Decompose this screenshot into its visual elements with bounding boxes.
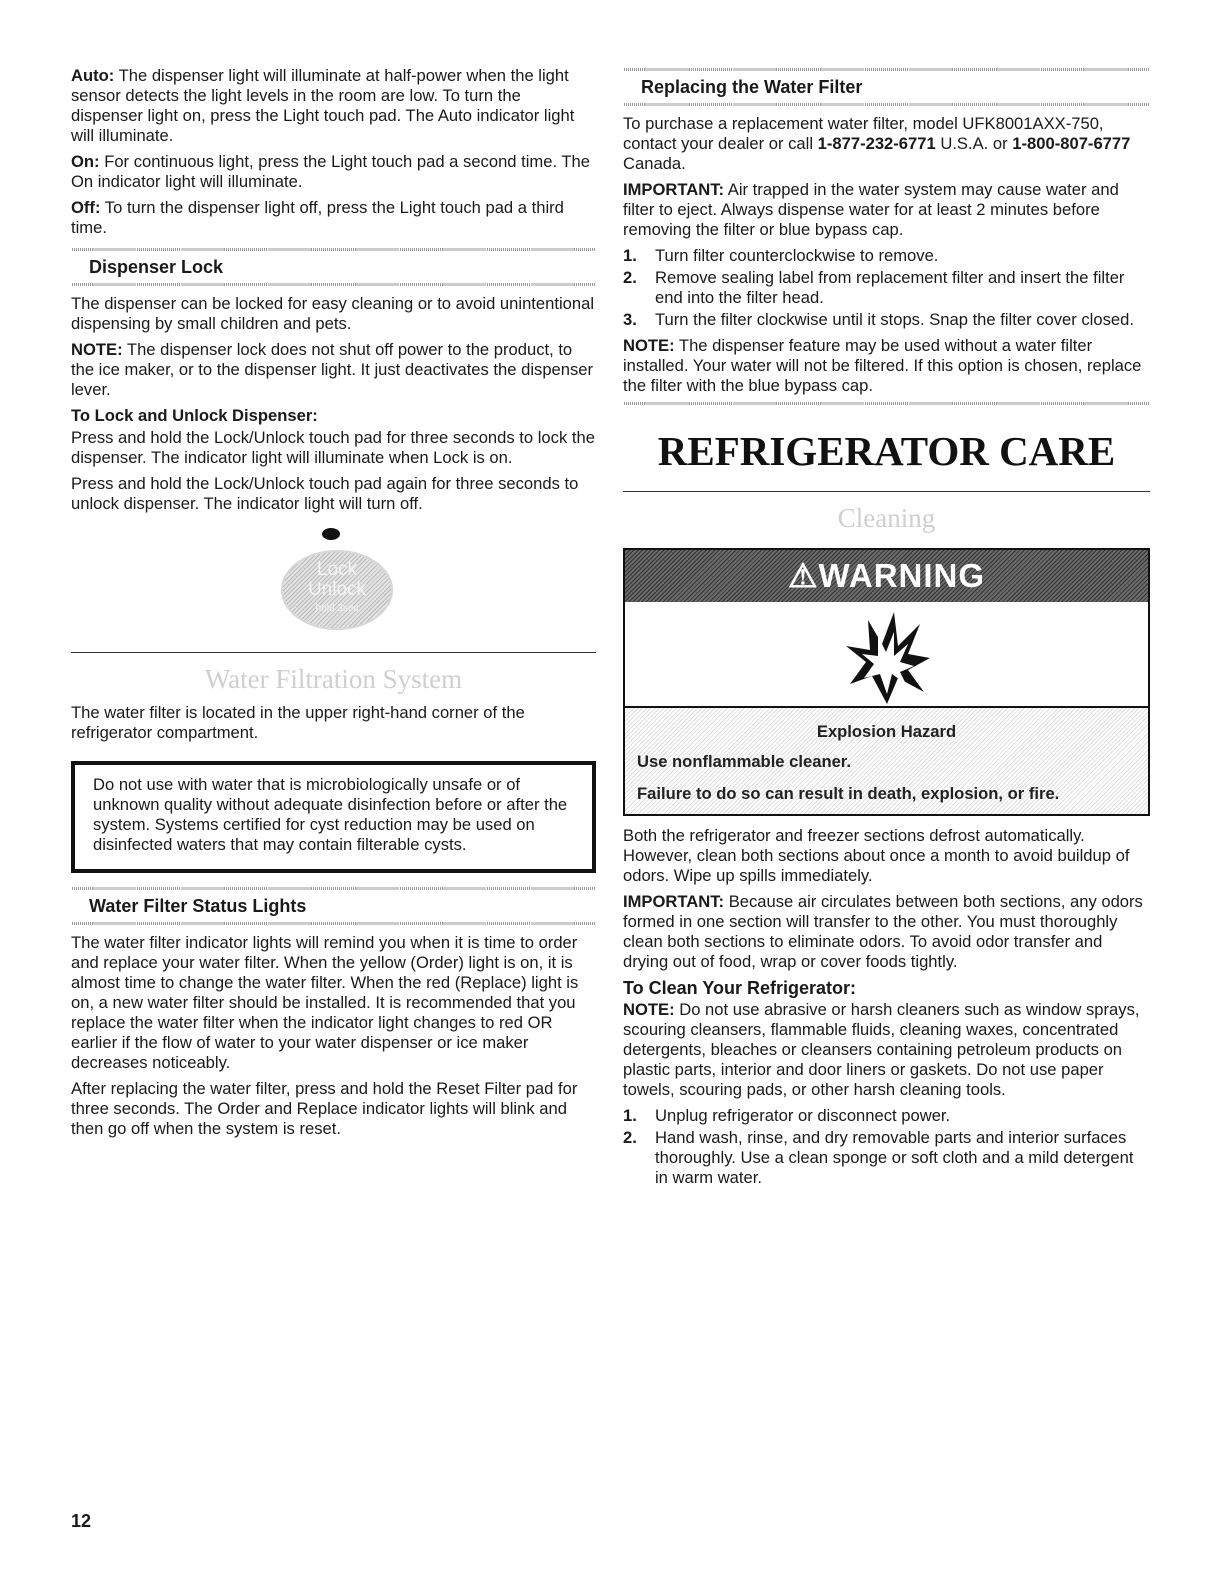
step-number: 3. bbox=[623, 310, 637, 329]
left-column bbox=[71, 66, 596, 1145]
lock-unlock-subheading: To Lock and Unlock Dispenser: bbox=[71, 406, 318, 425]
note-lead: NOTE: bbox=[623, 336, 675, 355]
off-text: To turn the dispenser light off, press the Light touch pad a third time. bbox=[71, 198, 564, 237]
no-filter-note bbox=[623, 336, 1150, 396]
purchase-text-b: U.S.A. or bbox=[935, 134, 1013, 153]
list-item bbox=[623, 1106, 1150, 1126]
purchase-text-a: To purchase a replacement water filter, model UFK8001AXX-750, contact your dealer or call bbox=[623, 114, 1104, 153]
phone-usa: 1-877-232-6771 bbox=[817, 134, 936, 153]
important-odor-paragraph bbox=[623, 892, 1150, 972]
dotted-divider bbox=[623, 402, 1150, 405]
off-lead: Off: bbox=[71, 198, 101, 217]
indicator-light-icon bbox=[322, 528, 340, 540]
water-filtration-title: Water Filtration System bbox=[204, 664, 463, 694]
list-item bbox=[623, 246, 1150, 266]
list-item bbox=[623, 1128, 1150, 1188]
step-text: Hand wash, rinse, and dry removable parts and interior surfaces thoroughly. Use a clean sponge or soft cloth and a mild detergent in warm water. bbox=[655, 1128, 1134, 1187]
cleaning-steps-list bbox=[623, 1106, 1150, 1188]
important-air-paragraph bbox=[623, 180, 1150, 240]
replacing-filter-heading: Replacing the Water Filter bbox=[641, 77, 863, 97]
lock-pad-label-hold: hold 3sec bbox=[315, 603, 359, 614]
lock-instructions: Press and hold the Lock/Unlock touch pad for three seconds to lock the dispenser. The indicator light will illuminate when Lock is on. bbox=[71, 428, 595, 467]
auto-paragraph bbox=[71, 66, 596, 146]
clean-refrigerator-subheading: To Clean Your Refrigerator: bbox=[623, 978, 857, 998]
step-text: Remove sealing label from replacement filter and insert the filter end into the filter head. bbox=[655, 268, 1125, 307]
auto-lead: Auto: bbox=[71, 66, 115, 85]
note-lead: NOTE: bbox=[623, 1000, 675, 1019]
warning-label: WARNING bbox=[818, 557, 986, 594]
warning-line-1: Use nonflammable cleaner. bbox=[637, 752, 851, 771]
water-safety-notice: Do not use with water that is microbiologically unsafe or of unknown quality without adequate disinfection before or after the system. Systems certified for cyst reduction may be used on disinfected waters that may contain filterable cysts. bbox=[71, 761, 596, 873]
status-lights-heading: Water Filter Status Lights bbox=[89, 896, 307, 916]
lock-pad-illustration bbox=[71, 520, 596, 640]
water-filter-location: The water filter is located in the upper right-hand corner of the refrigerator compartment. bbox=[71, 703, 525, 742]
purchase-text-c: Canada. bbox=[623, 154, 686, 173]
status-lights-paragraph: The water filter indicator lights will remind you when it is time to order and replace your water filter. When the yellow (Order) light is on, it is almost time to change the water filter. When the red (Replace) light is on, a new water filter should be installed. It is recommended that you replace the water filter when the indicator light changes to red OR earlier if the flow of water to your water dispenser or ice maker decreases noticeably. bbox=[71, 933, 579, 1072]
lock-pad-label-unlock: Unlock bbox=[307, 579, 367, 600]
replace-steps-list bbox=[623, 246, 1150, 330]
important-text: Because air circulates between both sections, any odors formed in one section will transfer to the other. You must thoroughly clean both sections to eliminate odors. To avoid odor transfer and drying out of food, wrap or cover foods tightly. bbox=[623, 892, 1143, 971]
purchase-paragraph bbox=[623, 114, 1150, 174]
step-number: 1. bbox=[623, 246, 637, 265]
list-item bbox=[623, 310, 1150, 330]
important-lead: IMPORTANT: bbox=[623, 180, 725, 199]
warning-triangle-icon: ⚠ bbox=[787, 557, 819, 594]
page-number: 12 bbox=[71, 1511, 92, 1531]
warning-body bbox=[625, 708, 1148, 814]
step-text: Unplug refrigerator or disconnect power. bbox=[655, 1106, 951, 1125]
note-lead: NOTE: bbox=[71, 340, 123, 359]
warning-line-2: Failure to do so can result in death, explosion, or fire. bbox=[637, 784, 1060, 803]
step-text: Turn the filter clockwise until it stops. Snap the filter cover closed. bbox=[655, 310, 1134, 329]
title-rule bbox=[623, 491, 1150, 492]
warning-box bbox=[623, 548, 1150, 816]
dispenser-lock-intro: The dispenser can be locked for easy cleaning or to avoid unintentional dispensing by small children and pets. bbox=[71, 294, 595, 333]
note-text: The dispenser feature may be used without a water filter installed. Your water will not be filtered. If this option is chosen, replace the filter with the blue bypass cap. bbox=[623, 336, 1142, 395]
unlock-instructions: Press and hold the Lock/Unlock touch pad again for three seconds to unlock dispenser. The indicator light will turn off. bbox=[71, 474, 579, 513]
cleaning-title: Cleaning bbox=[837, 503, 936, 533]
on-paragraph bbox=[71, 152, 596, 192]
important-lead: IMPORTANT: bbox=[623, 892, 725, 911]
explosion-icon bbox=[625, 602, 1148, 708]
off-paragraph bbox=[71, 198, 596, 238]
lock-unlock-touch-pad bbox=[281, 550, 393, 630]
list-item bbox=[623, 268, 1150, 308]
reset-filter-paragraph: After replacing the water filter, press and hold the Reset Filter pad for three seconds. The Order and Replace indicator lights will blink and then go off when the system is reset. bbox=[71, 1079, 578, 1138]
note-text: Do not use abrasive or harsh cleaners such as window sprays, scouring cleansers, flammable fluids, cleaning waxes, concentrated detergents, bleaches or cleansers containing petroleum products on plastic parts, interior and door liners or gaskets. Do not use paper towels, scouring pads, or other harsh cleaning tools. bbox=[623, 1000, 1140, 1099]
dispenser-lock-heading: Dispenser Lock bbox=[89, 257, 224, 277]
refrigerator-care-title: REFRIGERATOR CARE bbox=[657, 428, 1116, 474]
step-number: 2. bbox=[623, 268, 637, 287]
phone-canada: 1-800-807-6777 bbox=[1012, 134, 1131, 153]
warning-header bbox=[625, 550, 1148, 602]
lock-pad-label-lock: Lock bbox=[316, 559, 358, 580]
defrost-paragraph: Both the refrigerator and freezer sections defrost automatically. However, clean both sections about once a month to avoid buildup of odors. Wipe up spills immediately. bbox=[623, 826, 1130, 885]
dispenser-lock-note bbox=[71, 340, 596, 400]
right-column bbox=[623, 60, 1150, 1194]
section-divider bbox=[71, 652, 596, 653]
on-text: For continuous light, press the Light touch pad a second time. The On indicator light will illuminate. bbox=[71, 152, 591, 191]
on-lead: On: bbox=[71, 152, 100, 171]
step-number: 1. bbox=[623, 1106, 637, 1125]
step-number: 2. bbox=[623, 1128, 637, 1147]
auto-text: The dispenser light will illuminate at half-power when the light sensor detects the light levels in the room are low. To turn the dispenser light on, press the Light touch pad. The Auto indicator light will illuminate. bbox=[71, 66, 575, 145]
important-text: Air trapped in the water system may cause water and filter to eject. Always dispense water for at least 2 minutes before removing the filter or blue bypass cap. bbox=[623, 180, 1119, 239]
step-text: Turn filter counterclockwise to remove. bbox=[655, 246, 939, 265]
note-text: The dispenser lock does not shut off power to the product, to the ice maker, or to the dispenser light. It just deactivates the dispenser lever. bbox=[71, 340, 594, 399]
explosion-hazard-text: Explosion Hazard bbox=[816, 722, 957, 741]
cleaners-note bbox=[623, 1000, 1150, 1100]
